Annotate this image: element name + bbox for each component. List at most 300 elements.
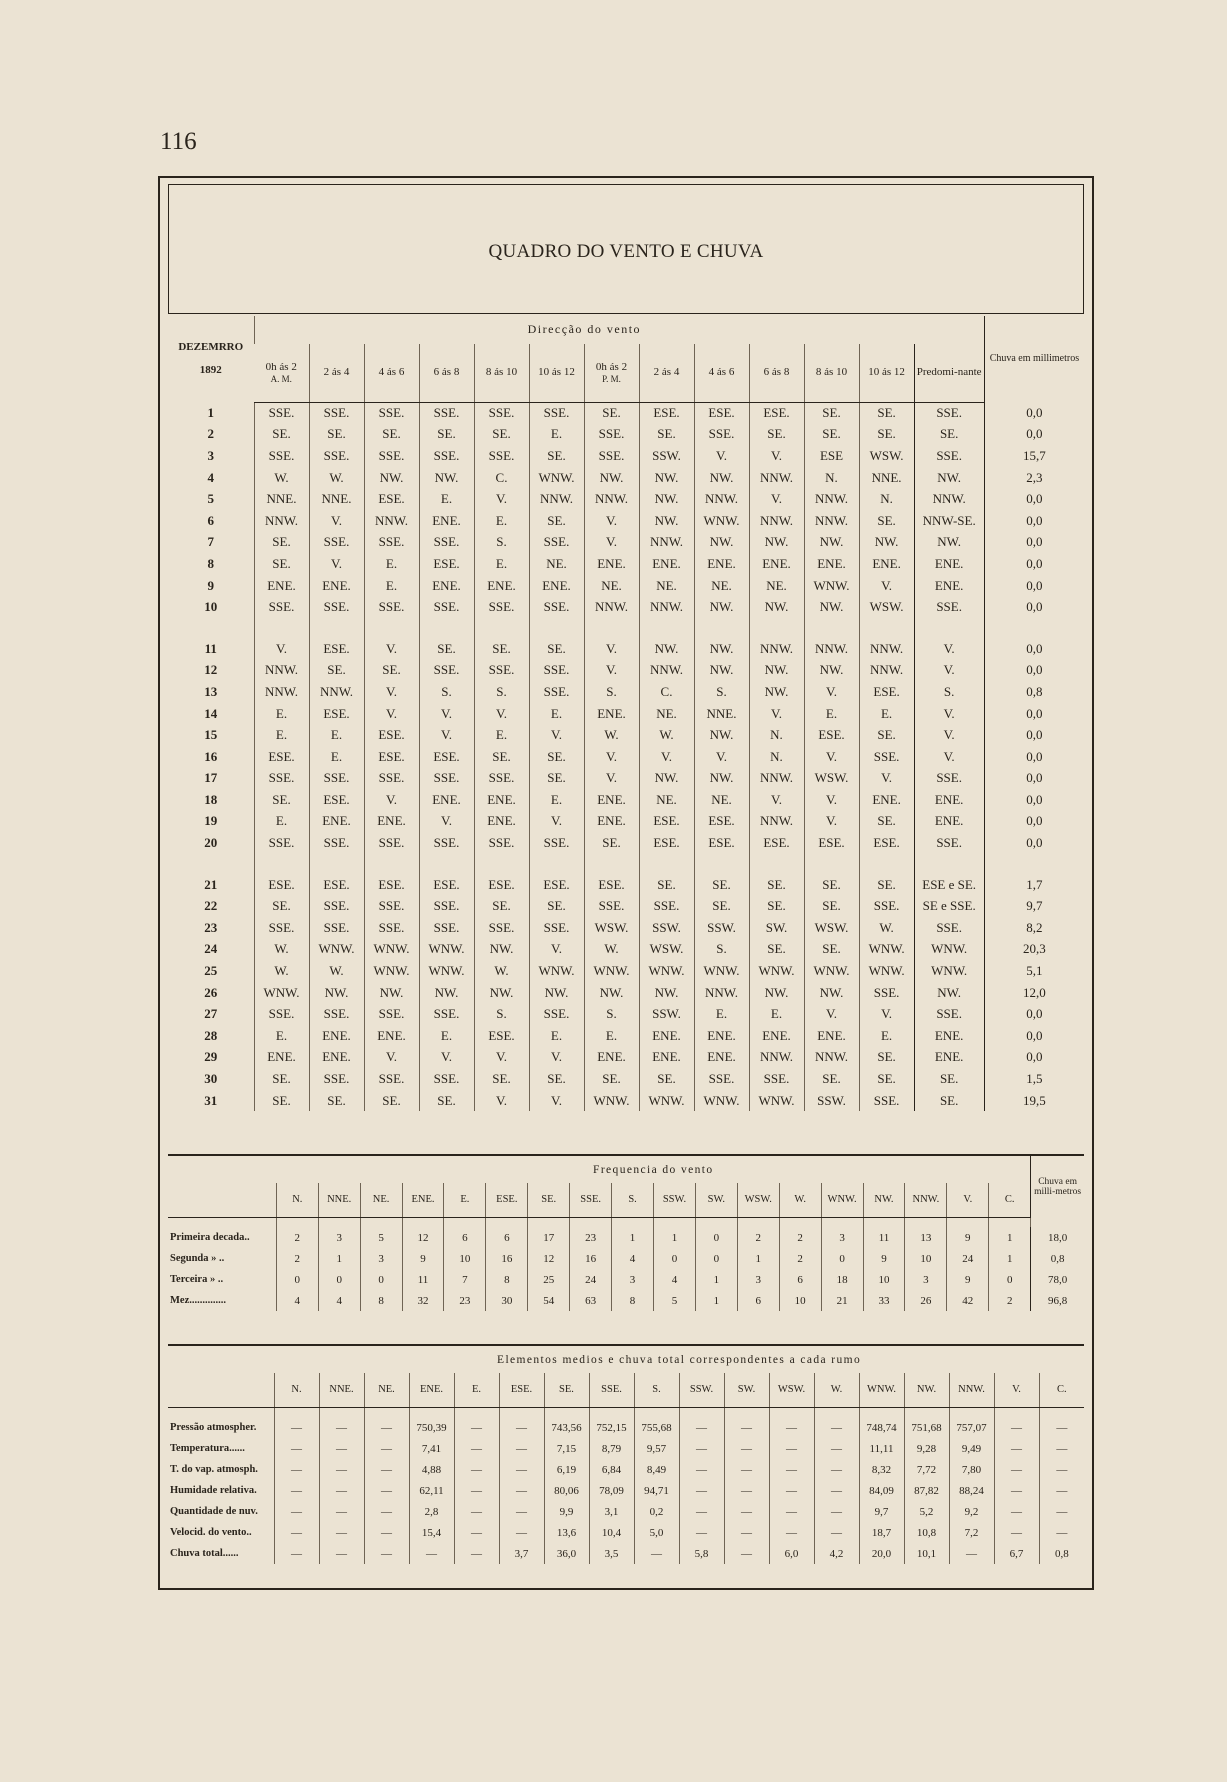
period-header bbox=[419, 344, 474, 402]
table-row bbox=[168, 510, 1084, 532]
direction-cell: SSE. bbox=[639, 895, 694, 917]
table-row bbox=[168, 895, 1084, 917]
value-cell: 3,5 bbox=[589, 1543, 634, 1564]
direction-cell: SE. bbox=[529, 768, 584, 790]
direction-cell: SSE. bbox=[474, 768, 529, 790]
direction-cell: V. bbox=[474, 1090, 529, 1112]
direction-cell: NW. bbox=[364, 982, 419, 1004]
value-cell: 3 bbox=[821, 1227, 863, 1248]
table-row bbox=[168, 960, 1084, 982]
predominant-cell: WNW. bbox=[914, 960, 984, 982]
predominant-cell: NW. bbox=[914, 467, 984, 489]
value-cell: — bbox=[814, 1459, 859, 1480]
direction-cell: SE. bbox=[584, 402, 639, 424]
value-cell: 3 bbox=[905, 1269, 947, 1290]
direction-cell: V. bbox=[364, 638, 419, 660]
direction-cell: SE. bbox=[859, 424, 914, 446]
direction-cell: SSE. bbox=[364, 832, 419, 854]
direction-cell: ENE. bbox=[749, 553, 804, 575]
rain-cell: 15,7 bbox=[984, 445, 1084, 467]
direction-cell: V. bbox=[419, 724, 474, 746]
value-cell: — bbox=[319, 1438, 364, 1459]
direction-cell: ENE. bbox=[254, 575, 309, 597]
value-cell: 2 bbox=[737, 1227, 779, 1248]
predominant-cell: SSE. bbox=[914, 917, 984, 939]
value-cell: 4 bbox=[318, 1290, 360, 1311]
rain-cell: 0,0 bbox=[984, 575, 1084, 597]
period-header bbox=[474, 344, 529, 402]
direction-cell: V. bbox=[584, 638, 639, 660]
direction-cell: SSE. bbox=[529, 917, 584, 939]
direction-cell: SSE. bbox=[364, 1003, 419, 1025]
column-header: SSE. bbox=[589, 1373, 634, 1407]
direction-cell: V. bbox=[749, 789, 804, 811]
value-cell: 743,56 bbox=[544, 1417, 589, 1438]
direction-cell: NE. bbox=[584, 575, 639, 597]
value-cell: 25 bbox=[528, 1269, 570, 1290]
predominant-cell: SE. bbox=[914, 424, 984, 446]
day-cell: 29 bbox=[204, 1049, 218, 1065]
direction-cell: W. bbox=[254, 939, 309, 961]
direction-cell: SSE. bbox=[529, 681, 584, 703]
direction-cell: SSE. bbox=[309, 445, 364, 467]
column-header: SE. bbox=[544, 1373, 589, 1407]
direction-cell: SSE. bbox=[419, 596, 474, 618]
direction-cell: SSE. bbox=[364, 895, 419, 917]
direction-cell: SSE. bbox=[694, 1068, 749, 1090]
period-label: 10 ás 12 bbox=[868, 366, 905, 379]
value-cell: 2 bbox=[779, 1227, 821, 1248]
predominant-cell: V. bbox=[914, 746, 984, 768]
direction-cell: SSE. bbox=[419, 768, 474, 790]
direction-cell: NNW. bbox=[859, 660, 914, 682]
direction-cell: NW. bbox=[639, 982, 694, 1004]
table-row bbox=[168, 660, 1084, 682]
value-cell: 94,71 bbox=[634, 1480, 679, 1501]
spacer-row bbox=[168, 854, 1084, 874]
direction-cell: NW. bbox=[474, 982, 529, 1004]
value-cell: 80,06 bbox=[544, 1480, 589, 1501]
predominant-cell: V. bbox=[914, 638, 984, 660]
value-cell: — bbox=[679, 1459, 724, 1480]
predominant-cell: SE. bbox=[914, 1068, 984, 1090]
direction-cell: SSE. bbox=[419, 832, 474, 854]
direction-cell: ESE. bbox=[859, 832, 914, 854]
period-label: 0h ás 2 bbox=[265, 361, 297, 374]
table-row bbox=[168, 1501, 1084, 1522]
value-cell: — bbox=[319, 1543, 364, 1564]
value-cell: 1 bbox=[989, 1248, 1031, 1269]
direction-cell: W. bbox=[584, 939, 639, 961]
rain-cell: 0,0 bbox=[984, 424, 1084, 446]
column-header: WSW. bbox=[769, 1373, 814, 1407]
period-header bbox=[529, 344, 584, 402]
direction-cell: SE. bbox=[859, 874, 914, 896]
period-label: 0h ás 2 bbox=[595, 361, 628, 374]
value-cell: — bbox=[499, 1438, 544, 1459]
direction-cell: SSW. bbox=[639, 1003, 694, 1025]
direction-cell: E. bbox=[529, 703, 584, 725]
table-row bbox=[168, 1480, 1084, 1501]
value-cell: 3 bbox=[318, 1227, 360, 1248]
direction-cell: SE. bbox=[529, 445, 584, 467]
direction-cell: V. bbox=[804, 811, 859, 833]
value-cell: 54 bbox=[528, 1290, 570, 1311]
direction-cell: SE. bbox=[639, 874, 694, 896]
day-cell: 18 bbox=[204, 791, 218, 807]
rain-cell: 2,3 bbox=[984, 467, 1084, 489]
direction-cell: ESE. bbox=[474, 1025, 529, 1047]
column-header: NNW. bbox=[949, 1373, 994, 1407]
direction-cell: WNW. bbox=[859, 939, 914, 961]
value-cell: 0 bbox=[695, 1248, 737, 1269]
value-cell: — bbox=[724, 1522, 769, 1543]
value-cell: 84,09 bbox=[859, 1480, 904, 1501]
value-cell: — bbox=[679, 1438, 724, 1459]
value-cell: — bbox=[454, 1522, 499, 1543]
rain-cell: 0,0 bbox=[984, 638, 1084, 660]
period-header bbox=[804, 344, 859, 402]
value-cell: 7,15 bbox=[544, 1438, 589, 1459]
direction-cell: V. bbox=[254, 638, 309, 660]
direction-cell: NW. bbox=[639, 510, 694, 532]
period-label: 4 ás 6 bbox=[378, 366, 405, 379]
direction-cell: V. bbox=[474, 1047, 529, 1069]
direction-cell: ENE. bbox=[364, 811, 419, 833]
direction-cell: NW. bbox=[694, 724, 749, 746]
predominant-cell: ENE. bbox=[914, 1025, 984, 1047]
direction-cell: SSE. bbox=[859, 982, 914, 1004]
column-header: SSW. bbox=[654, 1183, 696, 1217]
value-cell: 3 bbox=[737, 1269, 779, 1290]
direction-cell: C. bbox=[474, 467, 529, 489]
direction-cell: V. bbox=[419, 811, 474, 833]
direction-cell: ENE. bbox=[639, 1025, 694, 1047]
value-cell: 1 bbox=[318, 1248, 360, 1269]
direction-cell: WSW. bbox=[804, 917, 859, 939]
rain-cell: 0,8 bbox=[1031, 1248, 1084, 1269]
rain-cell: 0,0 bbox=[984, 1003, 1084, 1025]
value-cell: 6 bbox=[486, 1227, 528, 1248]
table-row bbox=[168, 553, 1084, 575]
value-cell: 1 bbox=[737, 1248, 779, 1269]
day-cell: 28 bbox=[204, 1027, 218, 1043]
direction-cell: NNW. bbox=[254, 660, 309, 682]
value-cell: 9 bbox=[863, 1248, 905, 1269]
column-header: NNW. bbox=[905, 1183, 947, 1217]
value-cell: 4 bbox=[276, 1290, 318, 1311]
direction-cell: SE. bbox=[694, 874, 749, 896]
value-cell: 16 bbox=[486, 1248, 528, 1269]
direction-cell: V. bbox=[529, 939, 584, 961]
direction-cell: SSE. bbox=[254, 768, 309, 790]
spacer-row bbox=[168, 618, 1084, 638]
column-header: S. bbox=[612, 1183, 654, 1217]
direction-cell: ESE. bbox=[309, 703, 364, 725]
direction-cell: ESE. bbox=[859, 681, 914, 703]
title-box bbox=[168, 184, 1084, 314]
direction-cell: ESE. bbox=[309, 874, 364, 896]
direction-cell: WNW. bbox=[749, 960, 804, 982]
direction-cell: NNW. bbox=[749, 638, 804, 660]
direction-cell: ESE. bbox=[639, 811, 694, 833]
direction-cell: V. bbox=[529, 1047, 584, 1069]
direction-cell: SE. bbox=[804, 939, 859, 961]
day-cell: 31 bbox=[204, 1092, 218, 1108]
direction-cell: W. bbox=[639, 724, 694, 746]
direction-cell: SSE. bbox=[254, 402, 309, 424]
direction-cell: E. bbox=[859, 703, 914, 725]
column-header: ESE. bbox=[486, 1183, 528, 1217]
direction-cell: SSW. bbox=[639, 445, 694, 467]
value-cell: 10,8 bbox=[904, 1522, 949, 1543]
direction-cell: SSE. bbox=[364, 445, 419, 467]
direction-cell: ENE. bbox=[254, 1047, 309, 1069]
day-cell: 3 bbox=[207, 447, 214, 463]
direction-cell: E. bbox=[694, 1003, 749, 1025]
direction-cell: W. bbox=[309, 467, 364, 489]
direction-cell: SE. bbox=[749, 424, 804, 446]
direction-cell: WSW. bbox=[859, 596, 914, 618]
direction-cell: E. bbox=[364, 553, 419, 575]
rain-cell: 0,0 bbox=[984, 789, 1084, 811]
predominant-cell: ESE e SE. bbox=[914, 874, 984, 896]
direction-cell: WNW. bbox=[254, 982, 309, 1004]
table-row bbox=[168, 488, 1084, 510]
table-row bbox=[168, 724, 1084, 746]
value-cell: — bbox=[1039, 1480, 1084, 1501]
direction-cell: NW. bbox=[749, 660, 804, 682]
direction-cell: SE. bbox=[254, 532, 309, 554]
predominant-cell: V. bbox=[914, 724, 984, 746]
table-row bbox=[168, 1090, 1084, 1112]
value-cell: 2 bbox=[779, 1248, 821, 1269]
direction-cell: NNW. bbox=[529, 488, 584, 510]
direction-cell: E. bbox=[254, 724, 309, 746]
value-cell: 23 bbox=[444, 1290, 486, 1311]
table-row bbox=[168, 811, 1084, 833]
value-cell: 62,11 bbox=[409, 1480, 454, 1501]
direction-cell: SSE. bbox=[419, 532, 474, 554]
direction-cell: SE. bbox=[364, 660, 419, 682]
direction-cell: ENE. bbox=[584, 789, 639, 811]
value-cell: 755,68 bbox=[634, 1417, 679, 1438]
table-row bbox=[168, 638, 1084, 660]
direction-cell: SSE. bbox=[254, 832, 309, 854]
value-cell: 5,8 bbox=[679, 1543, 724, 1564]
direction-cell: NW. bbox=[694, 768, 749, 790]
day-cell: 1 bbox=[207, 404, 214, 420]
direction-cell: SE. bbox=[474, 746, 529, 768]
direction-cell: W. bbox=[584, 724, 639, 746]
predominant-cell: ENE. bbox=[914, 1047, 984, 1069]
value-cell: 4 bbox=[612, 1248, 654, 1269]
direction-cell: NW. bbox=[749, 982, 804, 1004]
table-row bbox=[168, 789, 1084, 811]
direction-cell: NW. bbox=[639, 768, 694, 790]
direction-cell: SE. bbox=[859, 402, 914, 424]
value-cell: 0 bbox=[821, 1248, 863, 1269]
value-cell: 7,2 bbox=[949, 1522, 994, 1543]
direction-cell: NNE. bbox=[254, 488, 309, 510]
direction-cell: V. bbox=[859, 768, 914, 790]
value-cell: 5,0 bbox=[634, 1522, 679, 1543]
direction-cell: SE. bbox=[309, 1090, 364, 1112]
direction-cell: ESE. bbox=[364, 488, 419, 510]
direction-cell: E. bbox=[859, 1025, 914, 1047]
direction-cell: NW. bbox=[804, 532, 859, 554]
direction-cell: E. bbox=[529, 1025, 584, 1047]
direction-cell: SE. bbox=[584, 1068, 639, 1090]
direction-cell: ENE. bbox=[694, 1047, 749, 1069]
value-cell: 1 bbox=[654, 1227, 696, 1248]
direction-cell: ESE. bbox=[694, 402, 749, 424]
predominant-cell: V. bbox=[914, 660, 984, 682]
direction-cell: WNW. bbox=[584, 960, 639, 982]
direction-cell: V. bbox=[364, 681, 419, 703]
direction-cell: SE. bbox=[859, 811, 914, 833]
direction-cell: WSW. bbox=[584, 917, 639, 939]
direction-cell: ENE. bbox=[639, 553, 694, 575]
direction-cell: ENE. bbox=[309, 575, 364, 597]
direction-cell: E. bbox=[254, 703, 309, 725]
direction-cell: SSE. bbox=[309, 532, 364, 554]
direction-cell: SSE. bbox=[584, 424, 639, 446]
direction-cell: ESE. bbox=[364, 724, 419, 746]
table-row bbox=[168, 1025, 1084, 1047]
direction-cell: V. bbox=[529, 724, 584, 746]
value-cell: — bbox=[409, 1543, 454, 1564]
value-cell: 20,0 bbox=[859, 1543, 904, 1564]
value-cell: 23 bbox=[570, 1227, 612, 1248]
table-row bbox=[168, 1227, 1084, 1248]
predominant-cell: S. bbox=[914, 681, 984, 703]
direction-cell: ENE. bbox=[309, 811, 364, 833]
direction-cell: SW. bbox=[749, 917, 804, 939]
page-title: QUADRO DO VENTO E CHUVA bbox=[488, 241, 764, 262]
day-cell: 21 bbox=[204, 876, 218, 892]
direction-cell: SE. bbox=[804, 402, 859, 424]
value-cell: — bbox=[1039, 1501, 1084, 1522]
rain-cell: 0,0 bbox=[984, 488, 1084, 510]
value-cell: — bbox=[319, 1480, 364, 1501]
direction-cell: SE. bbox=[694, 895, 749, 917]
day-cell: 12 bbox=[204, 662, 218, 678]
column-header: NNE. bbox=[319, 1373, 364, 1407]
rain-cell: 20,3 bbox=[984, 939, 1084, 961]
value-cell: 9,28 bbox=[904, 1438, 949, 1459]
direction-cell: SE. bbox=[859, 1068, 914, 1090]
value-cell: — bbox=[724, 1438, 769, 1459]
table-row bbox=[168, 467, 1084, 489]
row-label: Segunda » .. bbox=[170, 1253, 225, 1264]
column-header: ESE. bbox=[499, 1373, 544, 1407]
direction-cell: SE. bbox=[474, 1068, 529, 1090]
direction-cell: SSE. bbox=[859, 1090, 914, 1112]
predominant-cell: NNW. bbox=[914, 488, 984, 510]
direction-cell: ENE. bbox=[419, 789, 474, 811]
direction-cell: SE. bbox=[804, 1068, 859, 1090]
direction-cell: W. bbox=[254, 960, 309, 982]
direction-cell: N. bbox=[804, 467, 859, 489]
direction-cell: SSE. bbox=[254, 445, 309, 467]
direction-cell: E. bbox=[309, 746, 364, 768]
value-cell: — bbox=[724, 1459, 769, 1480]
value-cell: — bbox=[769, 1438, 814, 1459]
value-cell: 10 bbox=[905, 1248, 947, 1269]
direction-cell: ENE. bbox=[309, 1047, 364, 1069]
direction-cell: ESE. bbox=[309, 789, 364, 811]
wind-direction-table bbox=[168, 316, 1084, 1111]
direction-cell: NNW. bbox=[804, 510, 859, 532]
direction-cell: NNE. bbox=[309, 488, 364, 510]
direction-cell: SE. bbox=[254, 1090, 309, 1112]
value-cell: 7 bbox=[444, 1269, 486, 1290]
direction-cell: SSW. bbox=[804, 1090, 859, 1112]
table-row bbox=[168, 532, 1084, 554]
direction-cell: SSE. bbox=[529, 596, 584, 618]
value-cell: 3 bbox=[612, 1269, 654, 1290]
direction-cell: ESE. bbox=[474, 874, 529, 896]
period-label: 10 ás 12 bbox=[538, 366, 575, 379]
direction-cell: NW. bbox=[694, 532, 749, 554]
direction-cell: SSE. bbox=[254, 917, 309, 939]
direction-cell: SSE. bbox=[309, 1003, 364, 1025]
value-cell: 16 bbox=[570, 1248, 612, 1269]
row-label: Pressão atmospher. bbox=[170, 1422, 257, 1433]
direction-cell: NNW. bbox=[804, 638, 859, 660]
table-row bbox=[168, 1522, 1084, 1543]
value-cell: 9,49 bbox=[949, 1438, 994, 1459]
direction-cell: ESE. bbox=[639, 402, 694, 424]
column-header: ENE. bbox=[409, 1373, 454, 1407]
direction-cell: NW. bbox=[859, 532, 914, 554]
value-cell: 3,7 bbox=[499, 1543, 544, 1564]
value-cell: 32 bbox=[402, 1290, 444, 1311]
direction-cell: V. bbox=[749, 703, 804, 725]
table-row bbox=[168, 575, 1084, 597]
direction-cell: SSE. bbox=[364, 402, 419, 424]
direction-cell: NW. bbox=[749, 532, 804, 554]
direction-cell: W. bbox=[254, 467, 309, 489]
value-cell: 8 bbox=[612, 1290, 654, 1311]
day-cell: 5 bbox=[207, 491, 214, 507]
direction-cell: SE. bbox=[749, 939, 804, 961]
direction-cell: SSE. bbox=[309, 1068, 364, 1090]
day-cell: 17 bbox=[204, 770, 218, 786]
value-cell: 11,11 bbox=[859, 1438, 904, 1459]
value-cell: 0 bbox=[318, 1269, 360, 1290]
column-header: NE. bbox=[360, 1183, 402, 1217]
value-cell: 9 bbox=[947, 1227, 989, 1248]
value-cell: — bbox=[319, 1522, 364, 1543]
value-cell: — bbox=[454, 1501, 499, 1522]
direction-cell: V. bbox=[804, 746, 859, 768]
rain-cell: 0,0 bbox=[984, 553, 1084, 575]
value-cell: — bbox=[769, 1459, 814, 1480]
direction-cell: V. bbox=[749, 445, 804, 467]
period-label: 8 ás 10 bbox=[485, 366, 518, 379]
direction-cell: V. bbox=[364, 789, 419, 811]
month-header bbox=[168, 316, 254, 402]
value-cell: 1 bbox=[989, 1227, 1031, 1248]
direction-cell: SE. bbox=[419, 424, 474, 446]
direction-cell: NNE. bbox=[694, 703, 749, 725]
direction-cell: W. bbox=[309, 960, 364, 982]
value-cell: — bbox=[1039, 1522, 1084, 1543]
direction-cell: SE. bbox=[254, 1068, 309, 1090]
value-cell: — bbox=[724, 1480, 769, 1501]
